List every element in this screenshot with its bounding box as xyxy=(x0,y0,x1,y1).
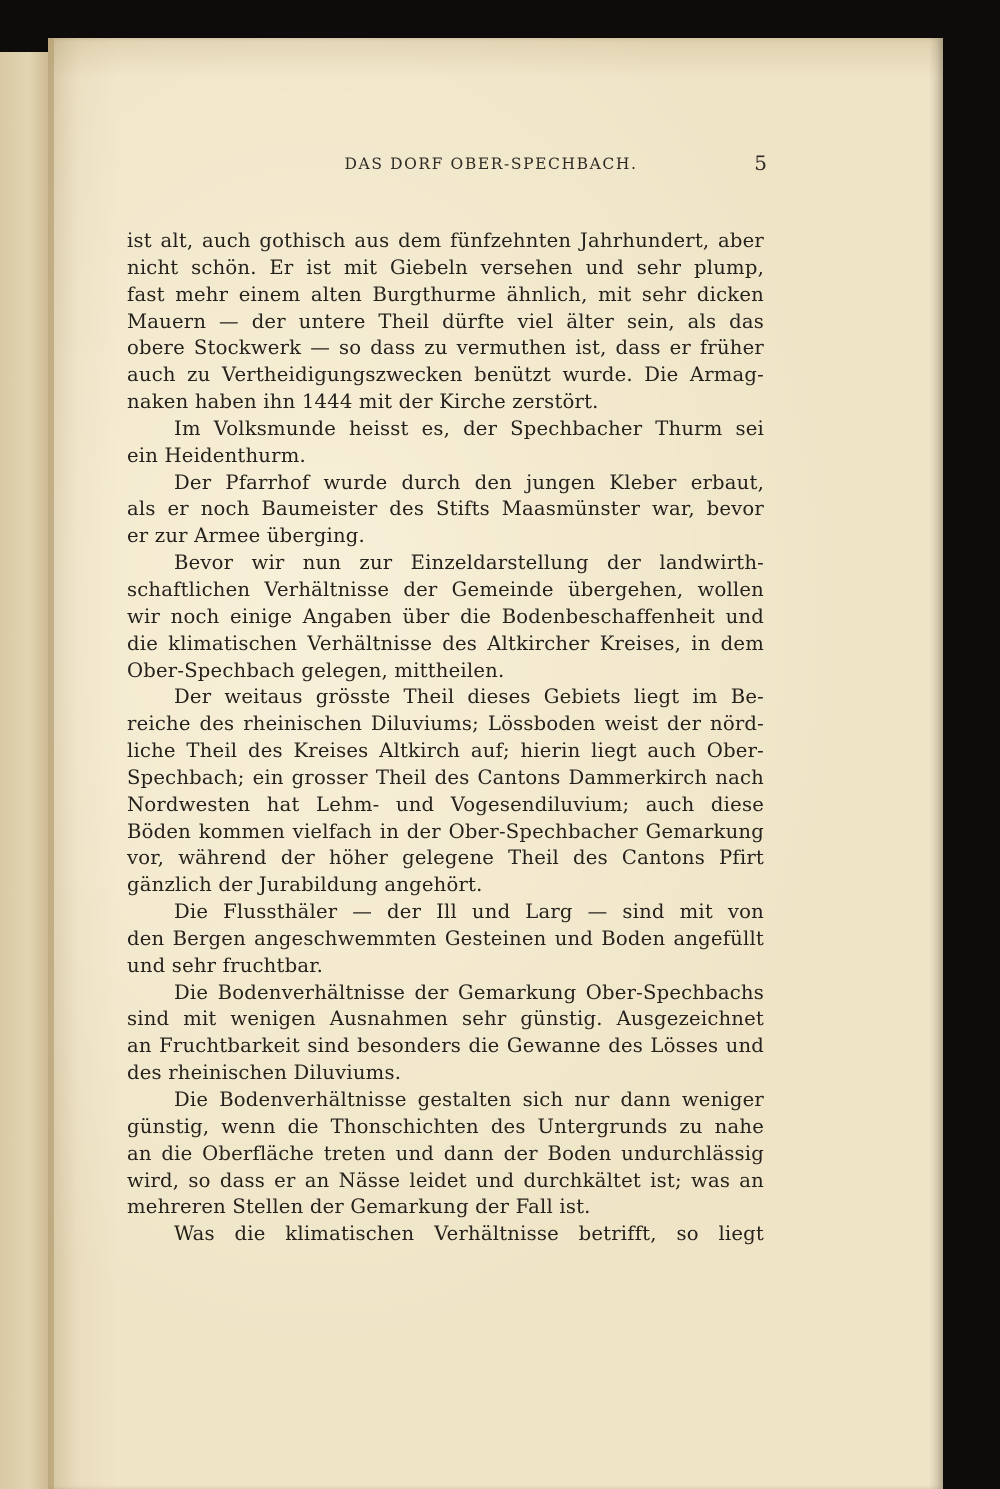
text-line: ist alt, auch gothisch aus dem fünfzehnten Jahrhundert, aber xyxy=(127,229,764,252)
text-line: Böden kommen vielfach in der Ober-Spechbacher Gemarkung xyxy=(127,819,764,843)
running-title: DAS DORF OBER-SPECHBACH. xyxy=(344,155,638,173)
text-line: Der weitaus grösste Theil dieses Gebiets liegt im Be- xyxy=(174,685,764,709)
page-header xyxy=(148,150,767,178)
text-line: an Fruchtbarkeit sind besonders die Gewanne des Lösses und xyxy=(127,1034,764,1058)
text-line: fast mehr einem alten Burgthurme ähnlich, mit sehr dicken xyxy=(127,282,764,306)
page-number: 5 xyxy=(754,151,767,175)
text-line: die klimatischen Verhältnisse des Altkircher Kreises, in dem xyxy=(127,631,764,655)
text-line: günstig, wenn die Thonschichten des Untergrunds zu nahe xyxy=(127,1114,764,1138)
text-line: sind mit wenigen Ausnahmen sehr günstig. Ausgezeichnet xyxy=(127,1007,764,1031)
text-line: schaftlichen Verhältnisse der Gemeinde übergehen, wollen xyxy=(127,577,764,601)
body-text xyxy=(127,228,764,1248)
text-line: ein Heidenthurm. xyxy=(127,443,306,467)
text-line: reiche des rheinischen Diluviums; Lössboden weist der nörd- xyxy=(127,712,764,736)
text-line: er zur Armee überging. xyxy=(127,524,365,548)
text-line: nicht schön. Er ist mit Giebeln versehen und sehr plump, xyxy=(127,255,764,279)
text-line: liche Theil des Kreises Altkirch auf; hierin liegt auch Ober- xyxy=(127,739,764,763)
text-line: und sehr fruchtbar. xyxy=(127,953,324,977)
text-line: Mauern — der untere Theil dürfte viel älter sein, als das xyxy=(127,309,764,333)
text-line: Der Pfarrhof wurde durch den jungen Kleber erbaut, xyxy=(174,470,764,494)
text-line: auch zu Vertheidigungszwecken benützt wurde. Die Armag- xyxy=(127,363,764,387)
text-line: wird, so dass er an Nässe leidet und durchkältet ist; was an xyxy=(127,1168,764,1192)
text-line: Was die klimatischen Verhältnisse betrifft, so liegt xyxy=(174,1222,764,1246)
text-line: des rheinischen Diluviums. xyxy=(127,1061,402,1085)
text-line: Die Bodenverhältnisse gestalten sich nur dann weniger xyxy=(174,1088,764,1111)
text-line: Im Volksmunde heisst es, der Spechbacher Thurm sei xyxy=(174,416,764,440)
text-line: Ober-Spechbach gelegen, mittheilen. xyxy=(127,658,505,682)
text-line: gänzlich der Jurabildung angehört. xyxy=(127,873,483,897)
facing-page-edge xyxy=(0,52,48,1489)
page-gutter xyxy=(48,38,54,1489)
text-line: Bevor wir nun zur Einzeldarstellung der landwirth- xyxy=(174,551,764,575)
page-right-edge xyxy=(929,38,943,1489)
text-line: Nordwesten hat Lehm- und Vogesendiluvium; auch diese xyxy=(127,792,764,816)
text-line: an die Oberfläche treten und dann der Boden undurchlässig xyxy=(127,1141,764,1165)
text-line: wir noch einige Angaben über die Bodenbeschaffenheit und xyxy=(127,604,764,628)
text-line: als er noch Baumeister des Stifts Maasmünster war, bevor xyxy=(127,497,764,521)
text-line: obere Stockwerk — so dass zu vermuthen ist, dass er früher xyxy=(127,336,764,360)
text-line: vor, während der höher gelegene Theil des Cantons Pfirt xyxy=(127,846,764,870)
text-line: Die Bodenverhältnisse der Gemarkung Ober-Spechbachs xyxy=(174,980,764,1004)
text-line: naken haben ihn 1444 mit der Kirche zerstört. xyxy=(127,390,599,414)
text-line: den Bergen angeschwemmten Gesteinen und Boden angefüllt xyxy=(127,926,764,950)
text-line: Die Flussthäler — der Ill und Larg — sind mit von xyxy=(174,900,764,924)
text-line: mehreren Stellen der Gemarkung der Fall ist. xyxy=(127,1195,591,1219)
text-line: Spechbach; ein grosser Theil des Cantons Dammerkirch nach xyxy=(127,765,764,789)
